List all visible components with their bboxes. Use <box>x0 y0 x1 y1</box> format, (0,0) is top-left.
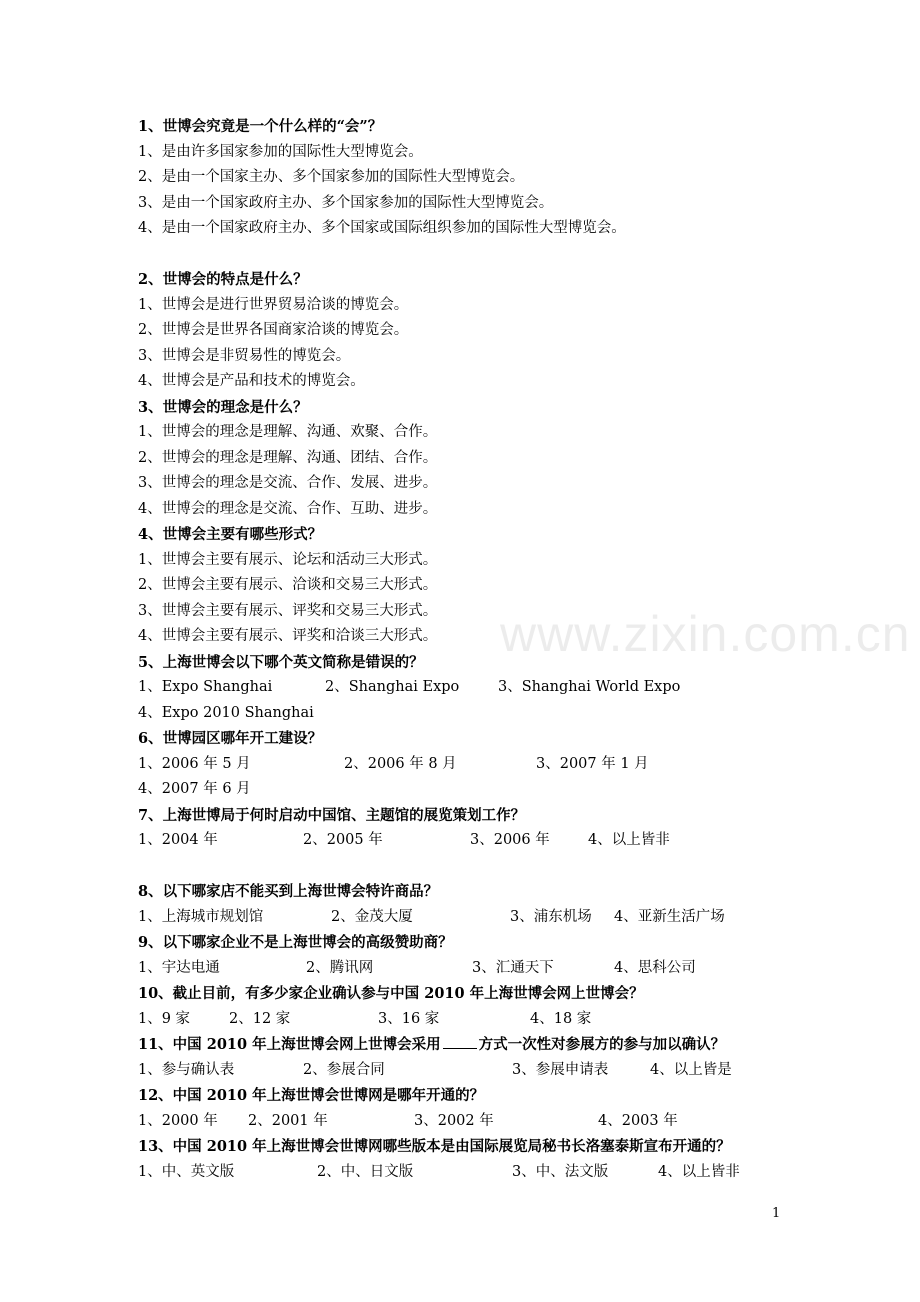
question-11 <box>138 1032 798 1058</box>
q3-option-4: 4、世博会的理念是交流、合作、互助、进步。 <box>138 500 438 517</box>
q2-option-4: 4、世博会是产品和技术的博览会。 <box>138 373 365 389</box>
q10-options-row <box>138 1007 798 1033</box>
q11-options-row <box>138 1058 798 1084</box>
question-2: 2、世博会的特点是什么？ <box>138 271 308 288</box>
q5-option-1: 1、Expo Shanghai <box>138 679 273 695</box>
q7-options-row <box>138 828 798 854</box>
q13-option-3: 3、中、法文版 <box>512 1163 609 1180</box>
question-12: 12、中国 2010 年上海世博会世博网是哪年开通的？ <box>138 1087 485 1104</box>
q7-option-1: 1、2004 年 <box>138 832 218 848</box>
q4-option-1: 1、世博会主要有展示、论坛和活动三大形式。 <box>138 551 438 568</box>
q1-option-4: 4、是由一个国家政府主办、多个国家或国际组织参加的国际性大型博览会。 <box>138 220 626 236</box>
q9-options-row <box>138 956 798 982</box>
q11-option-2: 2、参展合同 <box>303 1061 385 1078</box>
q1-option-1: 1、是由许多国家参加的国际性大型博览会。 <box>138 143 423 160</box>
q13-option-1: 1、中、英文版 <box>138 1163 235 1180</box>
q1-option-2: 2、是由一个国家主办、多个国家参加的国际性大型博览会。 <box>138 169 525 185</box>
q4-option-4: 4、世博会主要有展示、评奖和洽谈三大形式。 <box>138 628 438 644</box>
q10-option-4: 4、18 家 <box>530 1010 592 1027</box>
q12-options-row <box>138 1109 798 1135</box>
q11-text-before-blank: 11、中国 2010 年上海世博会网上世博会采用 <box>138 1036 441 1053</box>
question-9: 9、以下哪家企业不是上海世博会的高级赞助商？ <box>138 934 453 951</box>
q12-option-1: 1、2000 年 <box>138 1112 218 1129</box>
q6-options-row <box>138 752 798 778</box>
q11-fill-blank <box>443 1034 477 1049</box>
spacer <box>138 854 798 880</box>
question-1: 1、世博会究竟是一个什么样的“会”？ <box>138 118 383 135</box>
q12-option-2: 2、2001 年 <box>248 1112 328 1129</box>
q1-option-3: 3、是由一个国家政府主办、多个国家参加的国际性大型博览会。 <box>138 194 554 211</box>
q5-option-2: 2、Shanghai Expo <box>325 679 460 695</box>
q2-option-2: 2、世博会是世界各国商家洽谈的博览会。 <box>138 322 409 338</box>
page-number: 1 <box>772 1206 781 1221</box>
q7-option-4: 4、以上皆非 <box>588 832 670 848</box>
question-13: 13、中国 2010 年上海世博会世博网哪些版本是由国际展览局秘书长洛塞泰斯宣布开通的？ <box>138 1138 731 1155</box>
q5-option-4: 4、Expo 2010 Shanghai <box>138 704 314 721</box>
q3-option-2: 2、世博会的理念是理解、沟通、团结、合作。 <box>138 449 438 466</box>
question-4: 4、世博会主要有哪些形式？ <box>138 526 323 543</box>
q13-options-row <box>138 1160 798 1186</box>
q3-option-1: 1、世博会的理念是理解、沟通、欢聚、合作。 <box>138 424 438 440</box>
q6-option-3: 3、2007 年 1 月 <box>536 755 649 772</box>
q8-option-1: 1、上海城市规划馆 <box>138 908 264 925</box>
question-7: 7、上海世博局于何时启动中国馆、主题馆的展览策划工作？ <box>138 806 526 824</box>
question-5: 5、上海世博会以下哪个英文简称是错误的？ <box>138 653 424 671</box>
q8-option-4: 4、亚新生活广场 <box>614 908 725 925</box>
watermark-logo: www.zixin.com.cn <box>500 606 911 662</box>
q2-option-3: 3、世博会是非贸易性的博览会。 <box>138 347 351 364</box>
q3-option-3: 3、世博会的理念是交流、合作、发展、进步。 <box>138 475 438 491</box>
q13-option-4: 4、以上皆非 <box>658 1163 740 1180</box>
q11-option-3: 3、参展申请表 <box>512 1061 609 1078</box>
question-6: 6、世博园区哪年开工建设？ <box>138 730 323 747</box>
q5-options-row <box>138 675 798 701</box>
question-10: 10、截止目前，有多少家企业确认参与中国 2010 年上海世博会网上世博会？ <box>138 985 644 1002</box>
spacer <box>138 242 798 268</box>
q2-option-1: 1、世博会是进行世界贸易洽谈的博览会。 <box>138 296 409 313</box>
q10-option-3: 3、16 家 <box>378 1010 440 1027</box>
q7-option-2: 2、2005 年 <box>303 832 383 848</box>
q9-option-3: 3、汇通天下 <box>472 959 554 976</box>
q9-option-4: 4、思科公司 <box>614 959 696 976</box>
question-8: 8、以下哪家店不能买到上海世博会特许商品？ <box>138 883 439 900</box>
q6-option-4: 4、2007 年 6 月 <box>138 781 251 797</box>
q10-option-1: 1、9 家 <box>138 1010 191 1027</box>
q8-option-3: 3、浦东机场 <box>510 908 592 925</box>
q9-option-1: 1、宇达电通 <box>138 959 220 976</box>
q7-option-3: 3、2006 年 <box>470 832 550 848</box>
q11-option-4: 4、以上皆是 <box>650 1061 732 1078</box>
q11-option-1: 1、参与确认表 <box>138 1061 235 1078</box>
q6-option-2: 2、2006 年 8 月 <box>344 755 457 772</box>
q6-option-1: 1、2006 年 5 月 <box>138 755 251 772</box>
q11-text-after-blank: 方式一次性对参展方的参与加以确认？ <box>478 1036 726 1053</box>
q10-option-2: 2、12 家 <box>229 1010 291 1027</box>
q13-option-2: 2、中、日文版 <box>317 1163 414 1180</box>
q5-option-3: 3、Shanghai World Expo <box>498 679 681 695</box>
q4-option-3: 3、世博会主要有展示、评奖和交易三大形式。 <box>138 602 438 619</box>
q8-option-2: 2、金茂大厦 <box>331 908 413 925</box>
question-3: 3、世博会的理念是什么？ <box>138 398 308 416</box>
q12-option-4: 4、2003 年 <box>598 1112 678 1129</box>
q4-option-2: 2、世博会主要有展示、洽谈和交易三大形式。 <box>138 577 438 593</box>
q8-options-row <box>138 905 798 931</box>
q9-option-2: 2、腾讯网 <box>306 959 374 976</box>
q12-option-3: 3、2002 年 <box>414 1112 494 1129</box>
